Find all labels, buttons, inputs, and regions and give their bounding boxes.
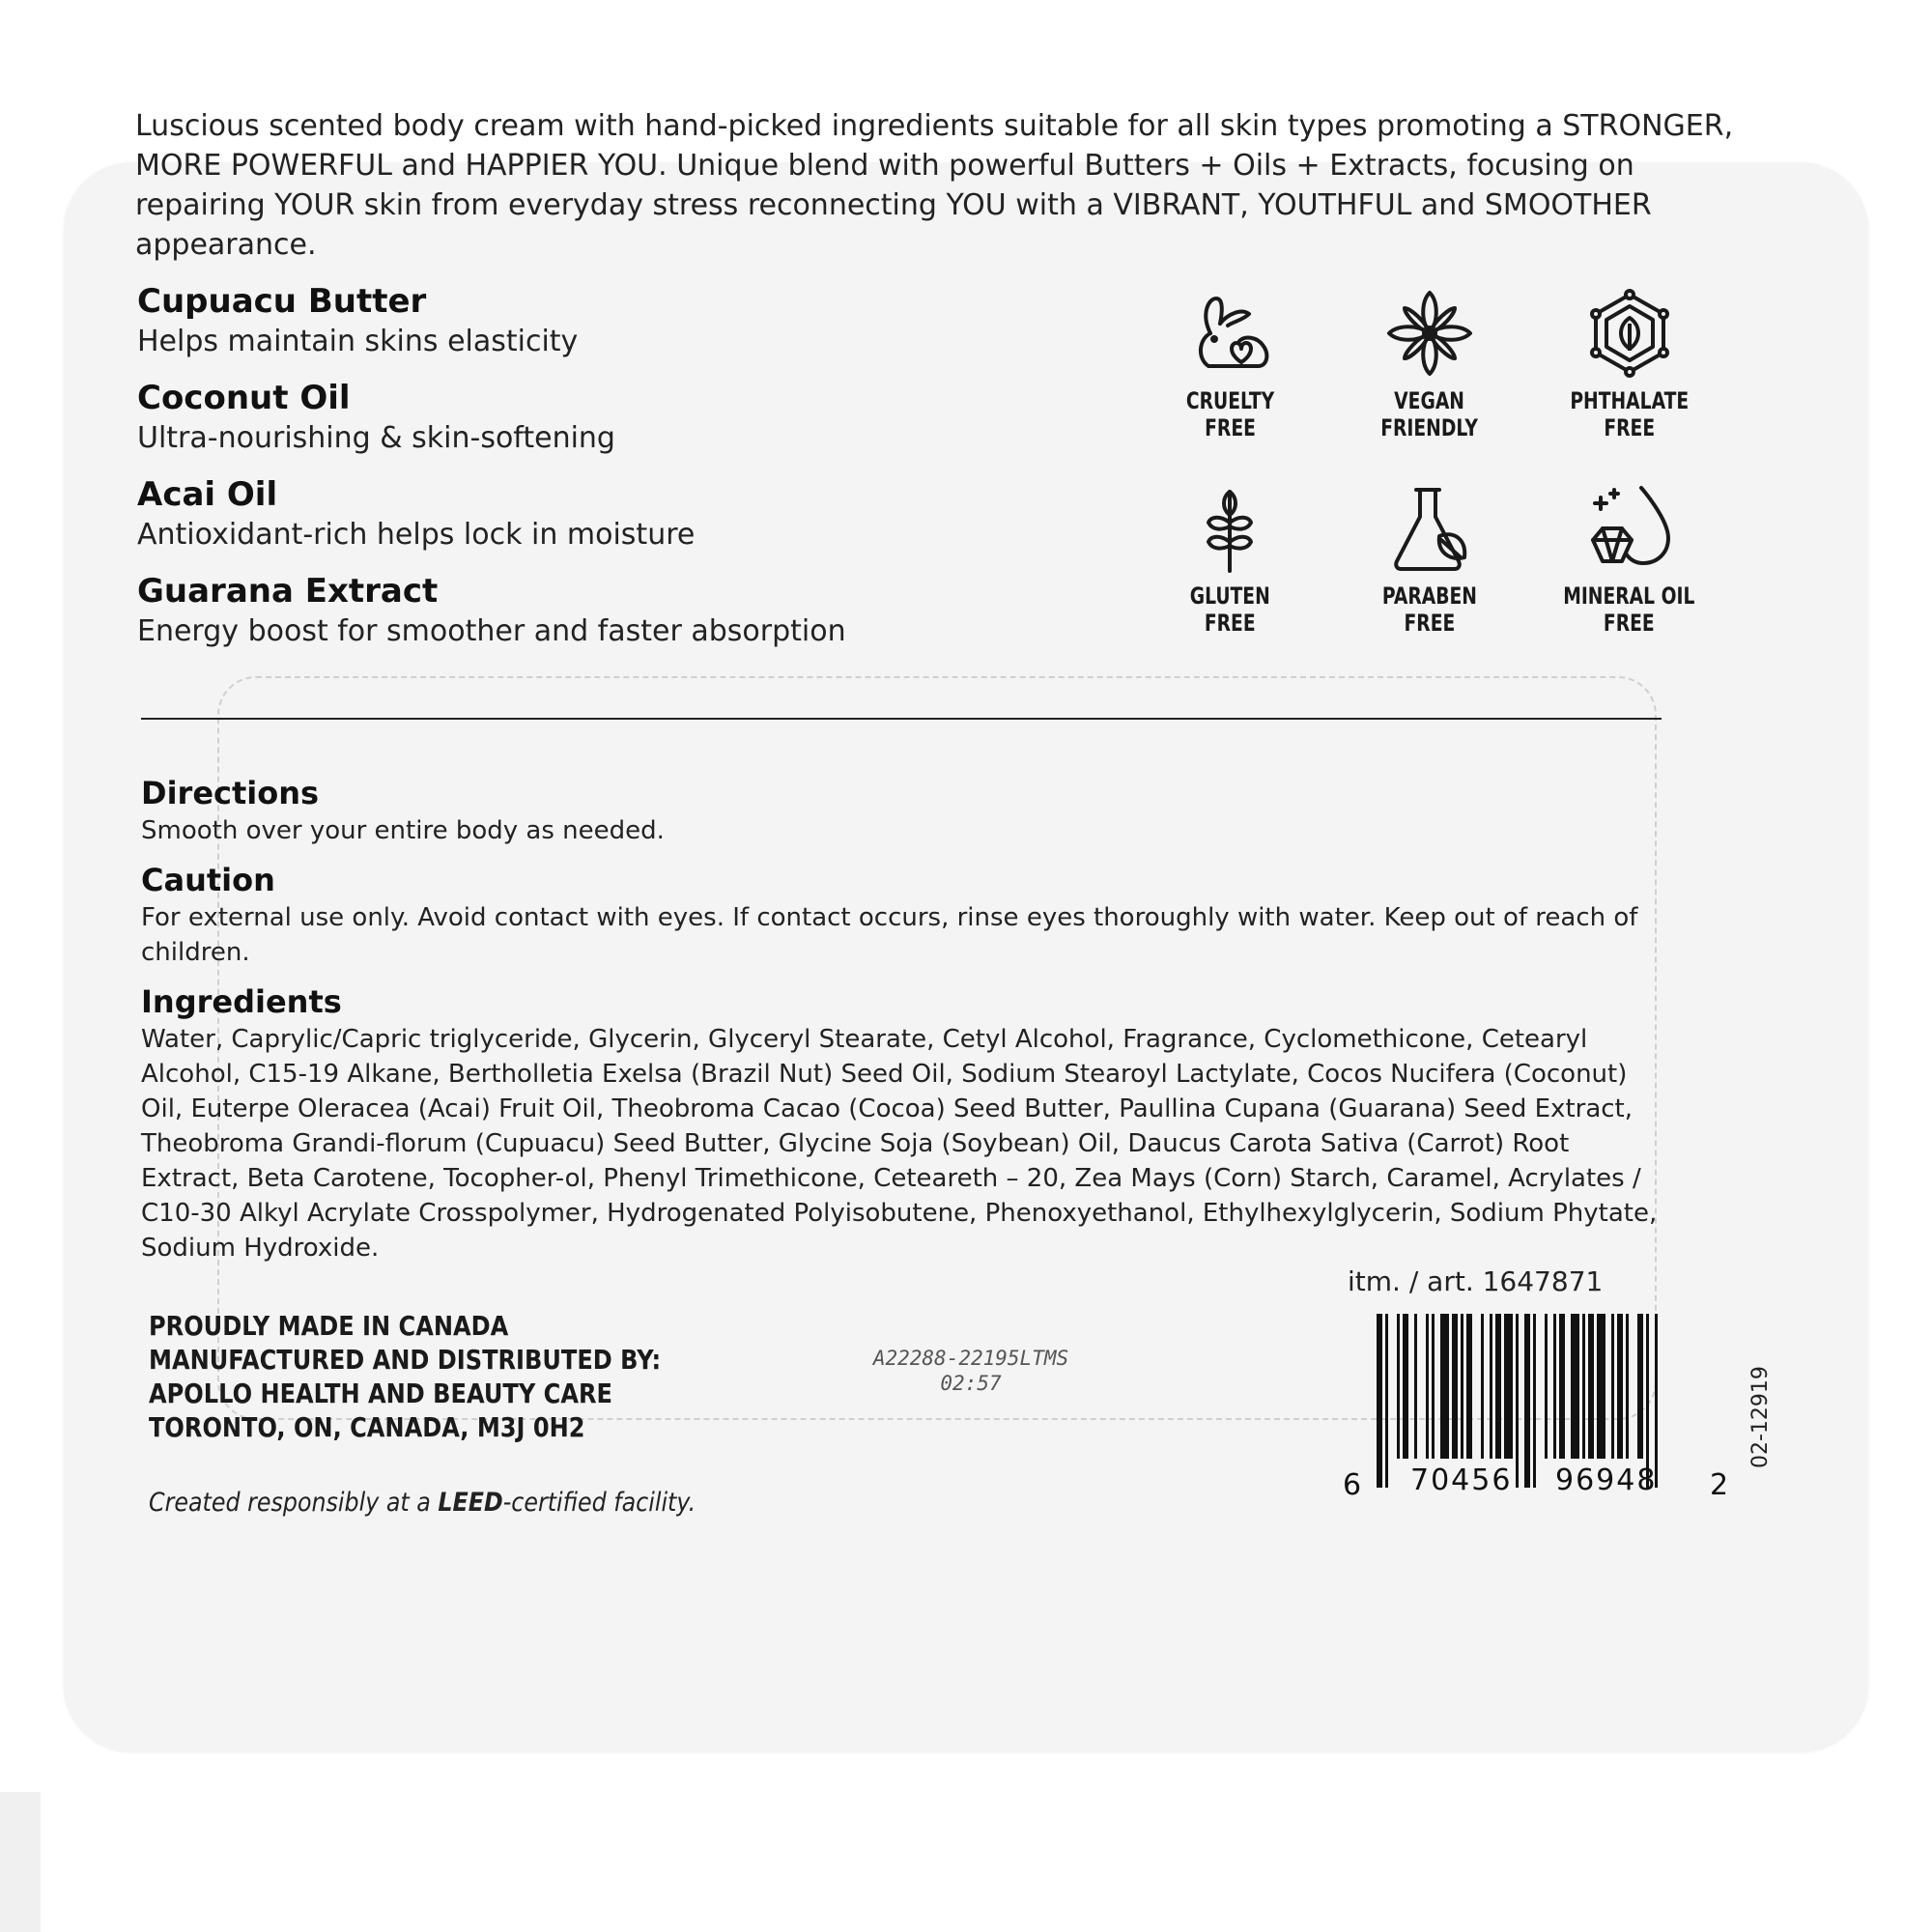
barcode-bar — [1524, 1314, 1530, 1488]
badge-label: GLUTEN FREE — [1189, 582, 1270, 637]
lot-code-line: A22288-22195LTMS — [872, 1347, 1069, 1370]
feature-name: Cupuacu Butter — [137, 282, 427, 321]
feature-desc: Antioxidant-rich helps lock in moisture — [137, 518, 696, 552]
barcode-check-digit: 2 — [1710, 1468, 1729, 1502]
wheat-icon — [1181, 480, 1278, 577]
badge-cruelty-free — [1130, 285, 1330, 441]
barcode — [1309, 1314, 1734, 1507]
barcode-bar — [1559, 1314, 1565, 1459]
feature-item — [137, 473, 1007, 554]
feature-desc: Ultra-nourishing & skin-softening — [137, 421, 615, 455]
feature-name: Acai Oil — [137, 475, 278, 514]
barcode-bar — [1385, 1314, 1388, 1488]
barcode-left-group: 70456 — [1410, 1463, 1513, 1497]
barcode-bar — [1516, 1314, 1519, 1488]
badge-label: VEGAN FRIENDLY — [1380, 387, 1479, 441]
usage-info — [141, 773, 1667, 1265]
barcode-right-group: 96948 — [1555, 1463, 1658, 1497]
feature-name: Coconut Oil — [137, 379, 351, 417]
claim-badges — [1130, 285, 1729, 637]
feature-item — [137, 377, 1007, 458]
edge-strip — [0, 1792, 41, 1932]
rabbit-heart-icon — [1181, 285, 1278, 382]
section-divider — [141, 718, 1662, 720]
flask-leaf-icon — [1381, 480, 1478, 577]
badge-mineral-oil-free — [1529, 480, 1729, 637]
badge-gluten-free — [1130, 480, 1330, 637]
lot-code — [845, 1346, 1096, 1396]
maker-line: TORONTO, ON, CANADA, M3J 0H2 — [149, 1411, 585, 1443]
feature-desc: Energy boost for smoother and faster absorption — [137, 614, 846, 648]
maker-line: MANUFACTURED AND DISTRIBUTED BY: — [149, 1344, 662, 1376]
barcode-bar — [1611, 1314, 1614, 1459]
leed-prefix: Created responsibly at a — [149, 1488, 439, 1518]
badge-label: PHTHALATE FREE — [1570, 387, 1690, 441]
leed-note — [149, 1488, 696, 1518]
ingredients-heading: Ingredients — [141, 983, 342, 1020]
barcode-bar — [1490, 1314, 1492, 1459]
barcode-bar — [1403, 1314, 1408, 1459]
flower-icon — [1381, 285, 1478, 382]
feature-item — [137, 280, 1007, 361]
feature-name: Guarana Extract — [137, 572, 439, 611]
barcode-first-digit: 6 — [1343, 1468, 1362, 1502]
badge-label: PARABEN FREE — [1381, 582, 1478, 637]
badge-label: MINERAL OIL FREE — [1563, 582, 1695, 637]
barcode-bar — [1571, 1314, 1579, 1459]
barcode-bar — [1481, 1314, 1484, 1459]
badge-paraben-free — [1330, 480, 1530, 637]
badge-vegan-friendly — [1330, 285, 1530, 441]
item-number: itm. / art. 1647871 — [1348, 1265, 1604, 1297]
feature-desc: Helps maintain skins elasticity — [137, 325, 579, 358]
maker-line: APOLLO HEALTH AND BEAUTY CARE — [149, 1378, 612, 1409]
drop-gem-icon — [1581, 480, 1678, 577]
barcode-bar — [1495, 1314, 1501, 1459]
barcode-bar — [1588, 1314, 1594, 1459]
leed-suffix: -certified facility. — [502, 1488, 696, 1518]
barcode-bar — [1397, 1314, 1400, 1459]
barcode-bar — [1432, 1314, 1435, 1459]
barcode-bar — [1466, 1314, 1472, 1459]
barcode-bar — [1377, 1314, 1382, 1488]
caution-text: For external use only. Avoid contact with eyes. If contact occurs, rinse eyes thoroughly with water. Keep out of reach of children. — [141, 903, 1638, 967]
feature-list — [137, 280, 1007, 667]
barcode-bar — [1533, 1314, 1536, 1488]
feature-item — [137, 570, 1007, 651]
barcode-bar — [1655, 1314, 1658, 1488]
barcode-bar — [1504, 1314, 1513, 1459]
barcode-bar — [1582, 1314, 1585, 1459]
barcode-bar — [1452, 1314, 1458, 1459]
leed-bold: LEED — [438, 1488, 503, 1518]
barcode-bar — [1545, 1314, 1548, 1459]
ingredients-text: Water, Caprylic/Capric triglyceride, Glycerin, Glyceryl Stearate, Cetyl Alcohol, Fragrance, Cyclomethicone, Cetearyl Alcohol, C15-19 Alkane, Bertholletia Exelsa (Brazil Nut) Seed Oil, Sodium Stearoyl Lactylate, Cocos Nucifera (Coconut) Oil, Euterpe Oleracea (Acai) Fruit Oil, Theobroma Cacao (Cocoa) Seed Butter, Paullina Cupana (Guarana) Seed Extract, Theobroma Grandi-florum (Cupuacu) Seed Butter, Glycine Soja (Soybean) Oil, Daucus Carota Sativa (Carrot) Root Extract, Beta Carotene, Tocopher-ol, Phenyl Trimethicone, Ceteareth – 20, Zea Mays (Corn) Starch, Caramel, Acrylates / C10-30 Alkyl Acrylate Crosspolymer, Hydrogenated Polyisobutene, Phenoxyethanol, Ethylhexylglycerin, Sodium Phytate, Sodium Hydroxide. — [141, 1025, 1658, 1263]
manufacturer-block — [149, 1309, 661, 1444]
side-code: 02-12919 — [1748, 1366, 1773, 1468]
lot-code-line: 02:57 — [940, 1372, 1002, 1395]
caution-heading: Caution — [141, 862, 275, 898]
barcode-bar — [1626, 1314, 1629, 1459]
barcode-bar — [1553, 1314, 1556, 1459]
badge-phthalate-free — [1529, 285, 1729, 441]
barcode-bars — [1309, 1314, 1734, 1507]
barcode-bar — [1461, 1314, 1463, 1459]
badge-label: CRUELTY FREE — [1185, 387, 1274, 441]
directions-text: Smooth over your entire body as needed. — [141, 816, 665, 845]
directions-heading: Directions — [141, 775, 320, 811]
barcode-bar — [1440, 1314, 1449, 1459]
product-intro: Luscious scented body cream with hand-picked ingredients suitable for all skin types promoting a STRONGER, MORE POWERFUL and HAPPIER YOU. Unique blend with powerful Butters + Oils + Extracts, focusing on repairing YOUR skin from everyday stress reconnecting YOU with a VIBRANT, YOUTHFUL and SMOOTHER appearance. — [135, 109, 1734, 262]
barcode-bar — [1637, 1314, 1643, 1459]
barcode-bar — [1426, 1314, 1429, 1459]
hexagon-leaf-icon — [1581, 285, 1678, 382]
barcode-bar — [1646, 1314, 1649, 1488]
barcode-bar — [1617, 1314, 1623, 1459]
barcode-bar — [1597, 1314, 1605, 1459]
maker-line: PROUDLY MADE IN CANADA — [149, 1310, 509, 1342]
barcode-bar — [1414, 1314, 1417, 1459]
